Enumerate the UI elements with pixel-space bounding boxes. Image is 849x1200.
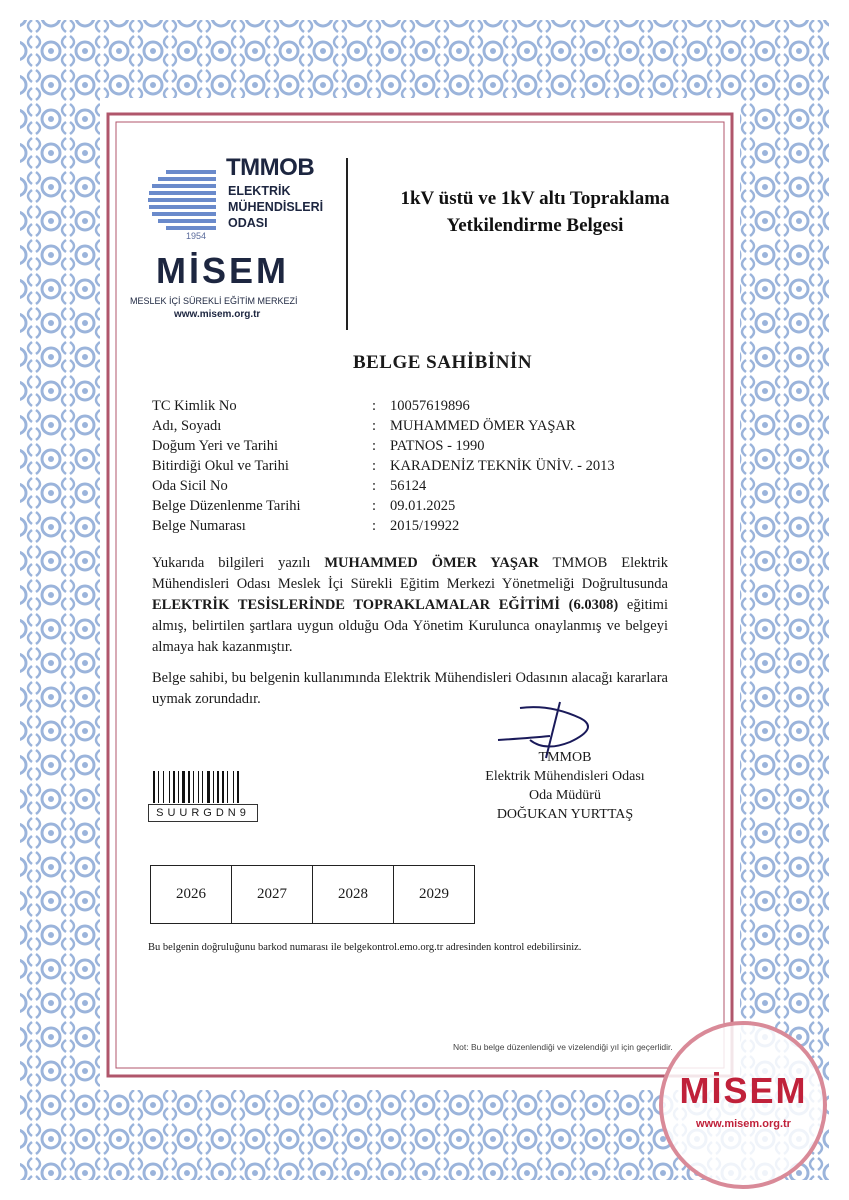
emo-emblem — [146, 162, 218, 242]
barcode-bar — [178, 771, 179, 803]
signature-role: Oda Müdürü — [529, 788, 601, 803]
barcode-bar — [200, 771, 201, 803]
document-title-line1: 1kV üstü ve 1kV altı Topraklama — [400, 188, 670, 209]
info-label: Belge Düzenlenme Tarihi — [152, 498, 301, 514]
barcode-bar — [182, 771, 185, 803]
barcode-bar — [217, 771, 219, 803]
barcode-bar — [235, 771, 236, 803]
barcode-bars — [153, 771, 251, 803]
info-value: PATNOS - 1990 — [390, 438, 485, 454]
document-title — [350, 185, 720, 239]
info-colon: : — [372, 518, 377, 534]
tmmob-misem-logo — [118, 150, 324, 325]
barcode-bar — [202, 771, 203, 803]
stamp-url: www.misem.org.tr — [696, 1118, 791, 1130]
validity-year-table — [150, 865, 475, 924]
info-row — [152, 416, 615, 436]
p1-text-c: eğitimi almış, belirtilen şartlara uygun olduğu Oda Yönetim Kurulunca onaylanmış ve belgeyi almaya hak kazanmıştır. — [152, 597, 668, 655]
info-value: 2015/19922 — [390, 518, 460, 534]
year-cell: 2026 — [151, 866, 232, 924]
barcode-bar — [169, 771, 170, 803]
year-cell: 2028 — [313, 866, 394, 924]
info-value: 10057619896 — [390, 398, 470, 414]
info-colon: : — [372, 478, 377, 494]
p1-course-name: ELEKTRİK TESİSLERİNDE TOPRAKLAMALAR EĞİTİMİ (6.0308) — [152, 597, 619, 613]
barcode-bar — [180, 771, 181, 803]
year-cell: 2027 — [232, 866, 313, 924]
info-colon: : — [372, 418, 377, 434]
holder-info-table — [152, 396, 615, 536]
stamp-wordmark: MİSEM — [679, 1070, 808, 1111]
info-colon: : — [372, 498, 377, 514]
verification-note: Bu belgenin doğruluğunu barkod numarası ile belgekontrol.emo.org.tr adresinden kontrol edebilirsiniz. — [148, 942, 582, 953]
barcode-bar — [225, 771, 226, 803]
info-label: Doğum Yeri ve Tarihi — [152, 438, 278, 454]
barcode-bar — [211, 771, 212, 803]
info-label: Bitirdiği Okul ve Tarihi — [152, 458, 289, 474]
barcode-bar — [204, 771, 206, 803]
barcode-bar — [227, 771, 228, 803]
barcode-bar — [188, 771, 190, 803]
document-title-line2: Yetkilendirme Belgesi — [446, 215, 624, 236]
barcode-bar — [220, 771, 221, 803]
tmmob-wordmark: TMMOB — [226, 154, 315, 181]
info-row — [152, 476, 615, 496]
logo-line-muhendisleri: MÜHENDİSLERİ — [228, 200, 324, 214]
barcode-bar — [165, 771, 168, 803]
info-row — [152, 456, 615, 476]
info-row — [152, 396, 615, 416]
barcode-bar — [163, 771, 164, 803]
header-divider — [346, 158, 348, 330]
info-colon: : — [372, 458, 377, 474]
signature-dept: Elektrik Mühendisleri Odası — [485, 769, 645, 784]
barcode-bar — [158, 771, 159, 803]
validity-note: Not: Bu belge düzenlendiği ve vizelendiği yıl için geçerlidir. — [453, 1042, 673, 1052]
info-value: KARADENİZ TEKNİK ÜNİV. - 2013 — [390, 458, 615, 474]
misem-wordmark: MİSEM — [156, 250, 290, 291]
barcode-bar — [153, 771, 155, 803]
barcode-bar — [176, 771, 177, 803]
misem-url: www.misem.org.tr — [174, 309, 261, 320]
barcode-bar — [237, 771, 239, 803]
info-label: Belge Numarası — [152, 518, 246, 534]
info-value: 09.01.2025 — [390, 498, 456, 514]
info-label: TC Kimlik No — [152, 398, 237, 414]
barcode-bar — [213, 771, 214, 803]
barcode-bar — [173, 771, 175, 803]
year-cell: 2029 — [394, 866, 475, 924]
barcode-bar — [193, 771, 194, 803]
barcode-bar — [156, 771, 157, 803]
signature-name: DOĞUKAN YURTTAŞ — [496, 807, 634, 822]
barcode-bar — [207, 771, 210, 803]
p1-text-a: Yukarıda bilgileri yazılı — [152, 555, 325, 571]
barcode-bar — [215, 771, 216, 803]
info-label: Oda Sicil No — [152, 478, 228, 494]
info-value: 56124 — [390, 478, 427, 494]
info-row — [152, 496, 615, 516]
barcode-bar — [191, 771, 192, 803]
signature-block — [465, 748, 665, 824]
section-title: BELGE SAHİBİNİN — [352, 352, 533, 373]
barcode-bar — [233, 771, 234, 803]
info-row — [152, 436, 615, 456]
obligation-paragraph: Belge sahibi, bu belgenin kullanımında Elektrik Mühendisleri Odasının alacağı kararlara uymak zorundadır. — [152, 670, 668, 707]
barcode-code: SUURGDN9 — [148, 804, 258, 822]
info-row — [152, 516, 615, 536]
info-label: Adı, Soyadı — [152, 418, 222, 434]
misem-stamp — [656, 1018, 831, 1193]
info-colon: : — [372, 398, 377, 414]
barcode-bar — [229, 771, 232, 803]
logo-year: 1954 — [186, 231, 207, 241]
barcode — [148, 768, 258, 823]
barcode-bar — [195, 771, 197, 803]
misem-tagline: MESLEK İÇİ SÜREKLİ EĞİTİM MERKEZİ — [130, 296, 298, 306]
barcode-bar — [171, 771, 172, 803]
barcode-bar — [240, 771, 241, 803]
barcode-bar — [222, 771, 224, 803]
barcode-bar — [160, 771, 162, 803]
info-colon: : — [372, 438, 377, 454]
p1-text-b: TMMOB Elektrik Mühendisleri Odası Meslek İçi Sürekli Eğitim Merkezi Yönetmeliği Doğrultusunda — [152, 555, 668, 592]
logo-line-odasi: ODASI — [228, 216, 268, 230]
info-value: MUHAMMED ÖMER YAŞAR — [390, 418, 576, 434]
signature-org: TMMOB — [538, 750, 592, 765]
certification-paragraph — [152, 553, 668, 658]
logo-line-elektrik: ELEKTRİK — [228, 184, 291, 198]
barcode-bar — [186, 771, 187, 803]
barcode-bar — [198, 771, 199, 803]
p1-holder-name: MUHAMMED ÖMER YAŞAR — [324, 555, 539, 571]
